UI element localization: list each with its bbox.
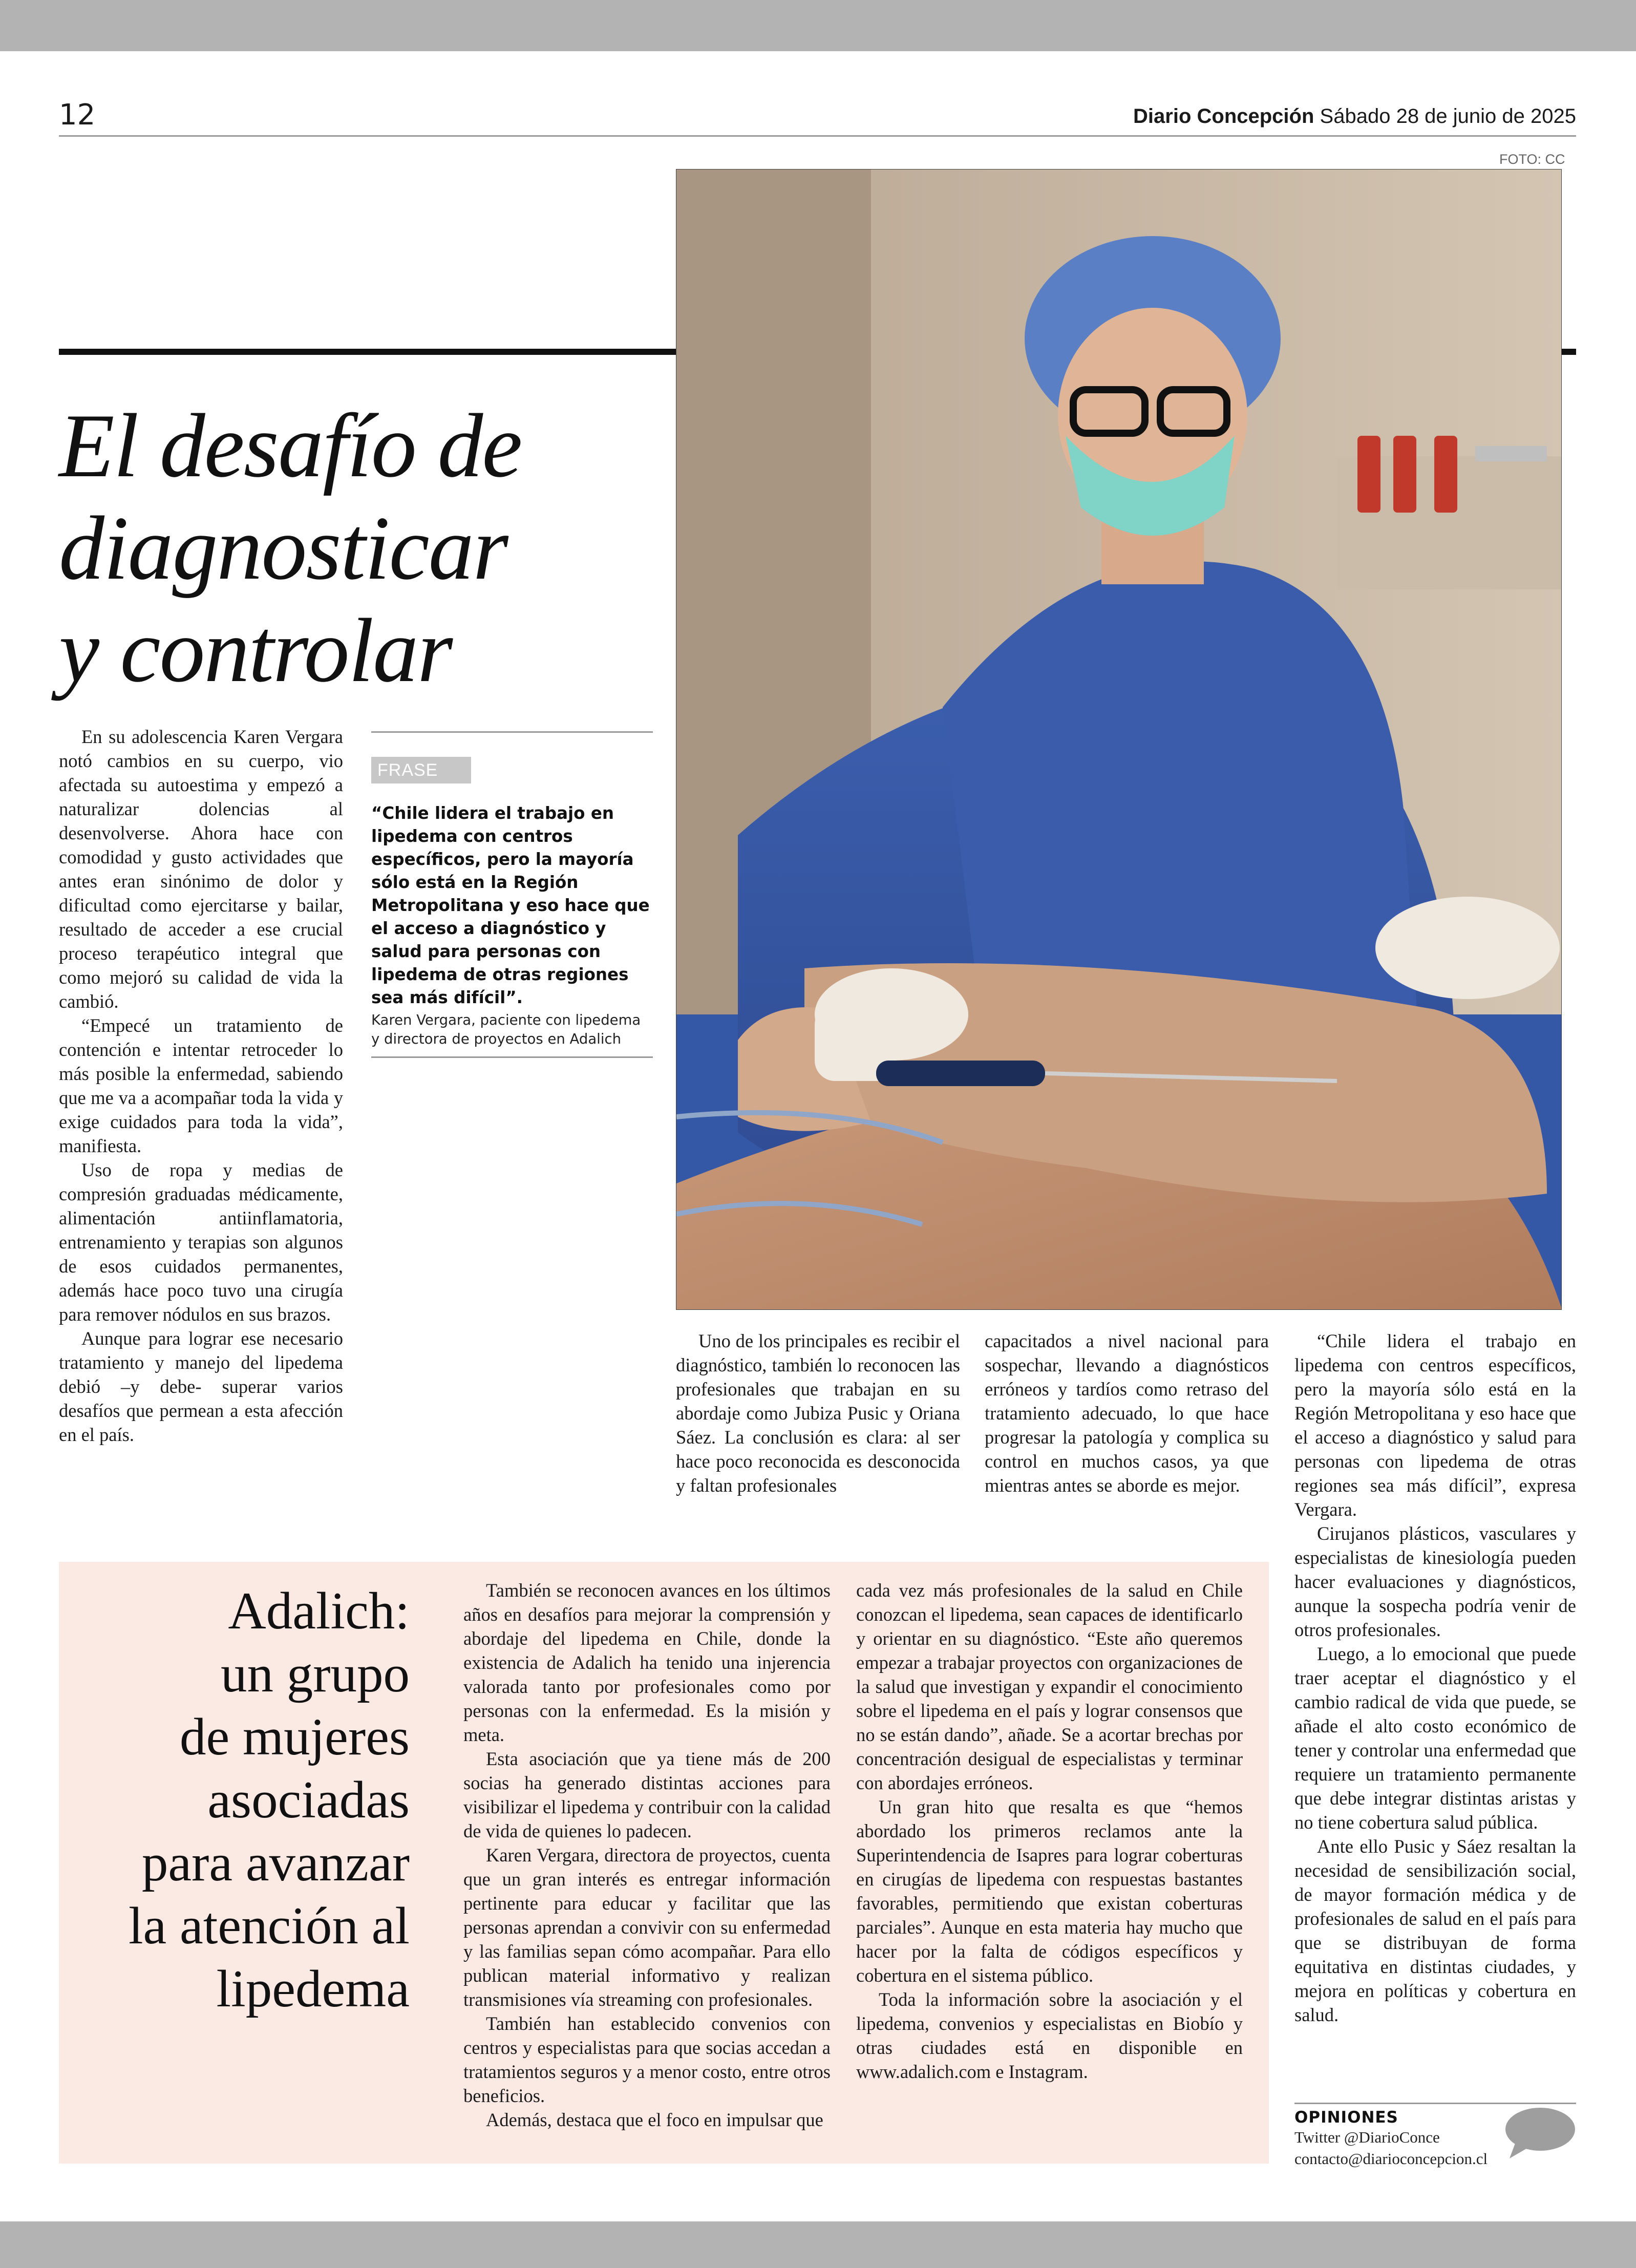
paragraph: Uso de ropa y medias de compresión graduadas médicamente, alimentación antiinflamatoria, entrenamiento y terapias son algunos de esos cuidados permanentes, además hace poco tuvo una cirugía para remover nódulos en sus brazos. bbox=[59, 1159, 343, 1325]
opinions-twitter: Twitter @DiarioConce bbox=[1294, 2128, 1440, 2146]
top-gray-band bbox=[0, 0, 1636, 51]
bottom-gray-band bbox=[0, 2221, 1636, 2268]
box-title-line: la atención al bbox=[128, 1897, 410, 1955]
paragraph: capacitados a nivel nacional para sospechar, llevando a diagnósticos erróneos y tardíos como retraso del tratamiento adecuado, lo que hace progresar la patología y complica su control en muchos casos, ya que mientras antes se aborde es mejor. bbox=[985, 1330, 1269, 1496]
photo-credit: FOTO: CC bbox=[1499, 152, 1565, 167]
newspaper-name: Diario Concepción bbox=[1133, 105, 1314, 128]
box-title-line: asociadas bbox=[207, 1771, 410, 1829]
sidebar-box-column-b bbox=[856, 1578, 1243, 2084]
surgery-photo bbox=[676, 169, 1562, 1310]
issue-date: Sábado 28 de junio de 2025 bbox=[1320, 105, 1576, 128]
opinions-rule bbox=[1294, 2103, 1576, 2104]
article-column-1 bbox=[59, 725, 343, 1447]
page-number: 12 bbox=[59, 98, 96, 132]
paragraph: En su adolescencia Karen Vergara notó cambios en su cuerpo, vio afectada su autoestima y empezó a naturalizar dolencias al desenvolverse. Ahora hace con comodidad y gusto actividades que antes eran sinónimo de dolor y dificultad como ejercitarse y bailar, resultado de acceder a ese crucial proceso terapéutico integral que como mejoró su calidad de vida la cambió. bbox=[59, 726, 343, 1012]
masthead bbox=[1133, 105, 1576, 128]
headline-line-2: diagnosticar bbox=[59, 497, 507, 599]
quote-bottom-rule bbox=[371, 1056, 653, 1058]
quote-text: “Chile lidera el trabajo en lipedema con centros específicos, pero la mayoría sólo está en la Región Metropolitana y eso hace que el acceso a diagnóstico y salud para personas con lipedema de otras regiones sea más difícil”. bbox=[371, 803, 650, 1007]
paragraph: Además, destaca que el foco en impulsar que bbox=[486, 2109, 823, 2130]
box-title-line: Adalich: bbox=[228, 1582, 410, 1640]
paragraph: Luego, a lo emocional que puede traer aceptar el diagnóstico y el cambio radical de vida que puede, se añade el alto costo económico de tener y controlar una enfermedad que requiere un tratamiento permanente que debe integrar distintas aristas y no tiene cobertura salud pública. bbox=[1294, 1643, 1576, 1833]
quote-tag: FRASE bbox=[371, 757, 471, 783]
sidebar-box-column-a bbox=[463, 1578, 831, 2132]
paragraph: Cirujanos plásticos, vasculares y especialistas de kinesiología pueden hacer evaluaciones y diagnósticos, aunque la sospecha podría venir de otros profesionales. bbox=[1294, 1523, 1576, 1640]
quote-top-rule bbox=[371, 731, 653, 733]
box-title-line: un grupo bbox=[220, 1645, 410, 1703]
opinions-title: OPINIONES bbox=[1294, 2108, 1398, 2127]
paragraph: cada vez más profesionales de la salud en Chile conozcan el lipedema, sean capaces de identificarlo y orientar en su diagnóstico. “Este año queremos empezar a trabajar proyectos con organizaciones de la salud que investigan y expandir el conocimiento sobre el lipedema en el país y lograr consensos que no se están dando”, añade. Se a acortar brechas por concentración desigual de especialistas y terminar con abordajes erróneos. bbox=[856, 1580, 1243, 1793]
article-column-4 bbox=[1294, 1329, 1576, 2027]
paragraph: Uno de los principales es recibir el diagnóstico, también lo reconocen las profesionales que trabajan en su abordaje como Jubiza Pusic y Oriana Sáez. La conclusión es clara: al ser hace poco reconocida es desconocida y faltan profesionales bbox=[676, 1330, 960, 1496]
box-title-line: de mujeres bbox=[179, 1708, 410, 1766]
headline bbox=[59, 394, 648, 702]
paragraph: Un gran hito que resalta es que “hemos abordado los primeros reclamos ante la Superintendencia de Isapres para lograr coberturas en cirugías de lipedema con respuestas bastantes favorables, permitiendo que existan coberturas parciales”. Aunque en esta materia hay mucho que hacer por la falta de códigos específicos y cobertura en el sistema público. bbox=[856, 1796, 1243, 1986]
quote-attribution: Karen Vergara, paciente con lipedema y directora de proyectos en Adalich bbox=[371, 1012, 641, 1047]
sidebar-box-title bbox=[77, 1580, 410, 2021]
headline-line-1: El desafío de bbox=[59, 395, 522, 496]
paragraph: Karen Vergara, directora de proyectos, cuenta que un gran interés es entregar información pertinente para educar y facilitar que las personas aprendan a convivir con su enfermedad y las familias sepan cómo acompañar. Para ello publican material informativo y realizan transmisiones vía streaming con profesionales. bbox=[463, 1845, 831, 2010]
paragraph: También han establecido convenios con centros y especialistas para que socias accedan a tratamientos seguros y a menor costo, entre otros beneficios. bbox=[463, 2013, 831, 2106]
headline-line-3: y controlar bbox=[59, 600, 452, 701]
box-title-line: lipedema bbox=[216, 1960, 410, 2018]
article-column-3 bbox=[985, 1329, 1269, 1497]
box-title-line: para avanzar bbox=[141, 1834, 410, 1892]
paragraph: “Chile lidera el trabajo en lipedema con centros específicos, pero la mayoría sólo está en la Región Metropolitana y eso hace que el acceso a diagnóstico y salud para personas con lipedema de otras regiones sea más difícil”, expresa Vergara. bbox=[1294, 1330, 1576, 1520]
paragraph: Ante ello Pusic y Sáez resaltan la necesidad de sensibilización social, de mayor formación médica y de profesionales de salud en el país para que se distribuyan de forma equitativa en distintas ciudades, y mejora en políticas y cobertura en salud. bbox=[1294, 1836, 1576, 2025]
speech-bubble-icon bbox=[1504, 2106, 1576, 2160]
paragraph: Esta asociación que ya tiene más de 200 socias ha generado distintas acciones para visibilizar el lipedema y contribuir con la calidad de vida de quienes lo padecen. bbox=[463, 1748, 831, 1841]
surgery-photo-illustration bbox=[676, 169, 1562, 1310]
paragraph: Toda la información sobre la asociación y el lipedema, convenios y especialistas en Biobío y otras ciudades está en disponible en www.adalich.com e Instagram. bbox=[856, 1989, 1243, 2082]
paragraph: Aunque para lograr ese necesario tratamiento y manejo del lipedema debió –y debe- superar varios desafíos que permean a esta afección en el país. bbox=[59, 1328, 343, 1445]
header-rule bbox=[59, 135, 1576, 137]
article-column-2 bbox=[676, 1329, 960, 1497]
opinions-email: contacto@diarioconcepcion.cl bbox=[1294, 2150, 1488, 2168]
paragraph: “Empecé un tratamiento de contención e intentar retroceder lo más posible la enfermedad, sabiendo que me va a acompañar toda la vida y exige cuidados para toda la vida”, manifiesta. bbox=[59, 1015, 343, 1156]
paragraph: También se reconocen avances en los últimos años en desafíos para mejorar la comprensión y abordaje del lipedema en Chile, donde la existencia de Adalich ha tenido una injerencia valorada tanto por profesionales como por personas con la enfermedad. Es la misión y meta. bbox=[463, 1580, 831, 1745]
